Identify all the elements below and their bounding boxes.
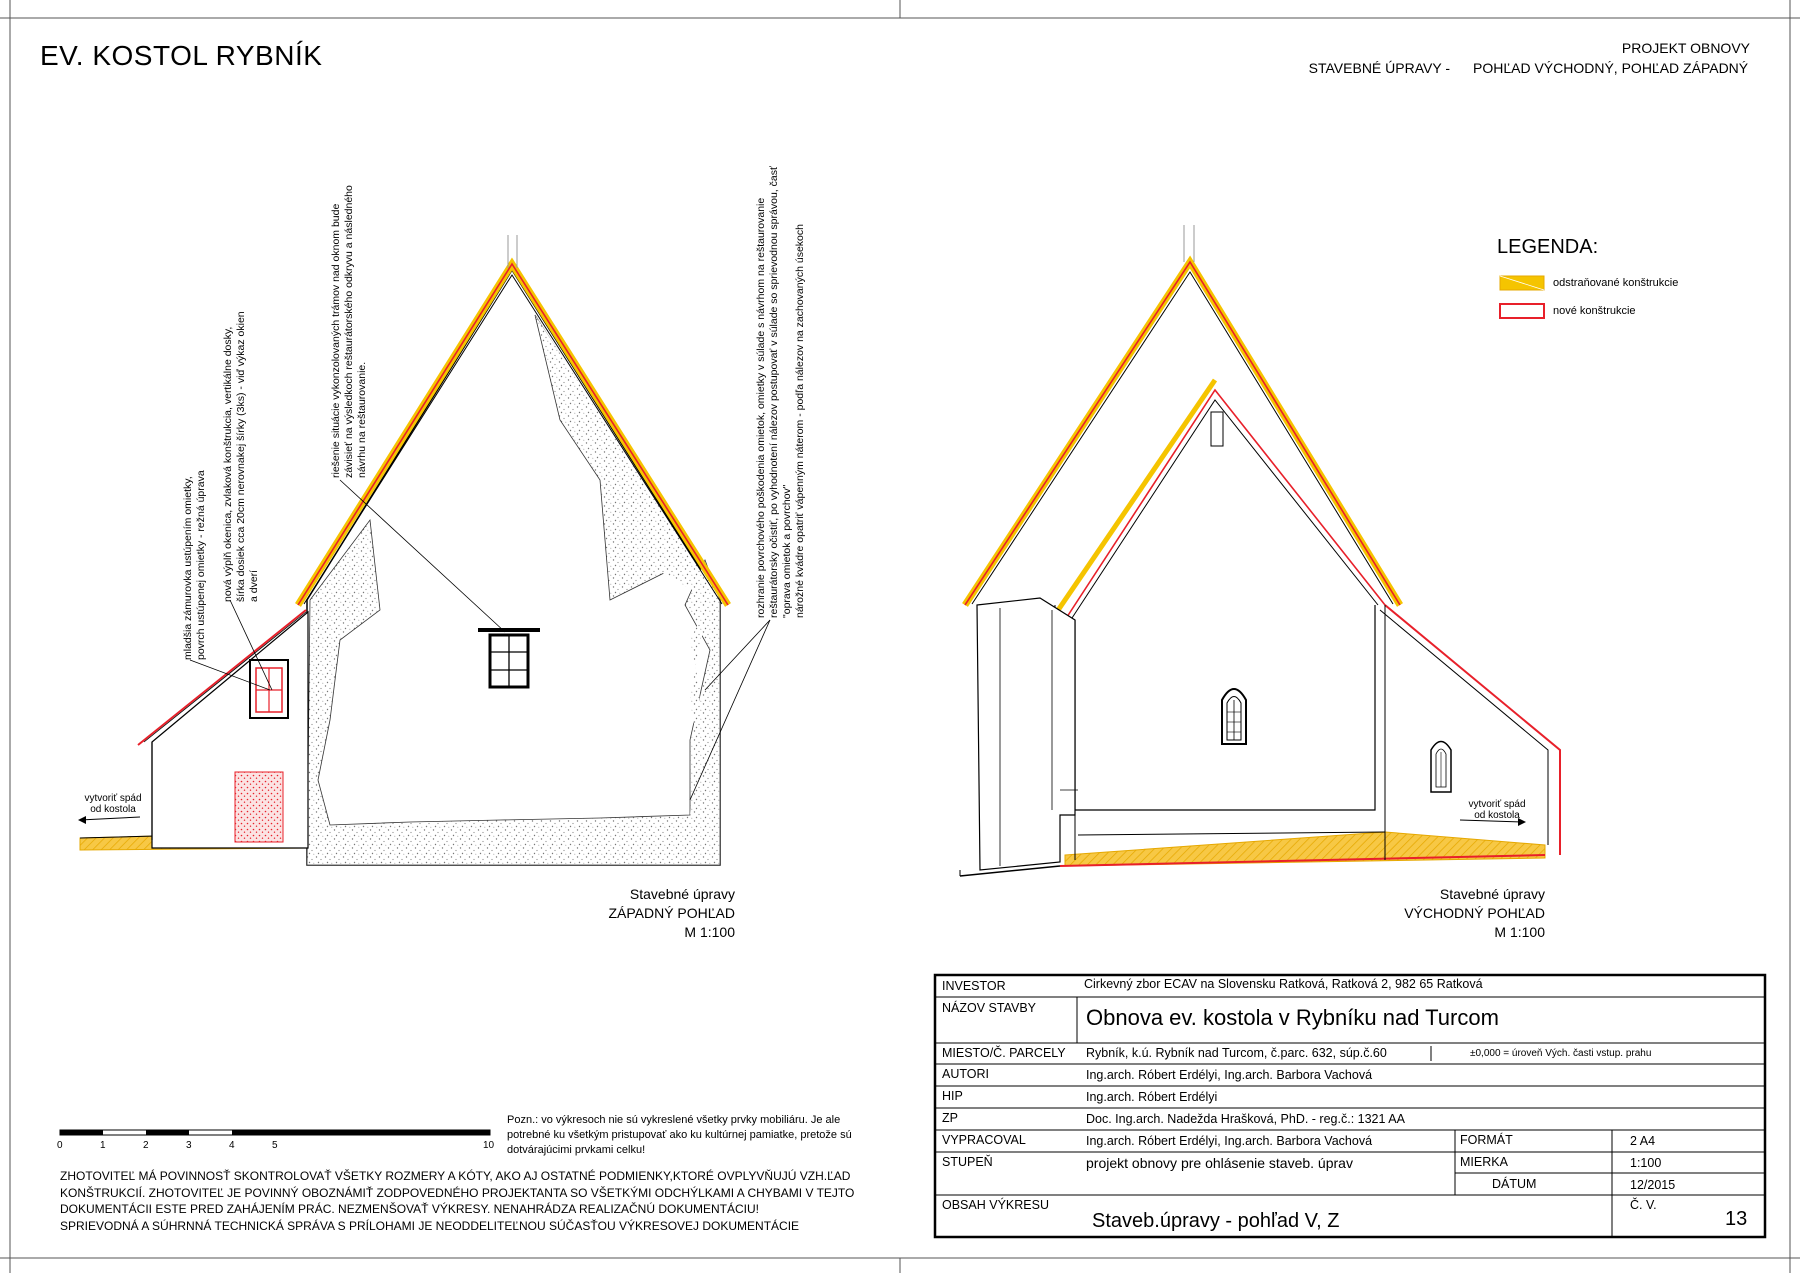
tb-scale: 1:100 bbox=[1630, 1156, 1662, 1170]
note-plaster: mladšia zámurovka ustúpením omietky, povrch ustúpenej omietky - režná úprava bbox=[182, 470, 207, 660]
page-title: EV. KOSTOL RYBNÍK bbox=[40, 40, 323, 71]
tb-content-label: OBSAH VÝKRESU bbox=[942, 1198, 1049, 1212]
tb-prepared-label: VYPRACOVAL bbox=[942, 1133, 1026, 1147]
tb-date-label: DÁTUM bbox=[1492, 1177, 1537, 1191]
tb-hip-label: HIP bbox=[942, 1089, 963, 1103]
west-annex bbox=[152, 612, 308, 848]
subtitle-a: STAVEBNÉ ÚPRAVY - bbox=[1308, 60, 1450, 76]
tb-stage: projekt obnovy pre ohlásenie staveb. úprav bbox=[1086, 1155, 1353, 1171]
tb-investor-label: INVESTOR bbox=[942, 979, 1006, 993]
east-elevation bbox=[960, 225, 1560, 876]
tb-name: Obnova ev. kostola v Rybníku nad Turcom bbox=[1086, 1005, 1499, 1030]
scale-tick-3: 3 bbox=[186, 1140, 192, 1151]
tb-format-label: FORMÁT bbox=[1460, 1133, 1513, 1147]
tb-level-note: ±0,000 = úroveň Vých. časti vstup. prahu bbox=[1470, 1048, 1652, 1059]
scale-tick-4: 4 bbox=[229, 1140, 235, 1151]
legend-swatches bbox=[1500, 276, 1544, 318]
scale-tick-5: 5 bbox=[272, 1140, 278, 1151]
tb-prepared: Ing.arch. Róbert Erdélyi, Ing.arch. Barbora Vachová bbox=[1086, 1134, 1373, 1148]
note-window: nová výplň okenica, zvlaková konštrukcia, vertikálne dosky, šírka dosiek cca 20cm nerovnakej šírky (3ks) - viď výkaz okien a dverí bbox=[222, 311, 260, 602]
east-view-label: Stavebné úpravy VÝCHODNÝ POHĽAD M 1:100 bbox=[1404, 886, 1545, 940]
legend-label-new: nové konštrukcie bbox=[1553, 305, 1636, 317]
legend-swatch-new bbox=[1500, 304, 1544, 318]
tb-investor: Cirkevný zbor ECAV na Slovensku Ratková, Ratková 2, 982 65 Ratková bbox=[1084, 977, 1483, 991]
note-boundary: rozhranie povrchového poškodenia omietok, omietky v súlade s návrhom na reštaurovanie reštaurátorsky očistiť, po vyhodnotení nálezov postupovať v súlade so sprievodnou správou, časť "oprava omietok a povrchov" nárožné kvádre opatriť vápenným náterom - podľa nálezov na zachovaných úsekoch bbox=[755, 166, 806, 618]
tb-content: Staveb.úpravy - pohľad V, Z bbox=[1092, 1210, 1340, 1232]
tb-authors-label: AUTORI bbox=[942, 1067, 989, 1081]
tb-format: 2 A4 bbox=[1630, 1134, 1656, 1148]
west-slope-arrow bbox=[80, 817, 140, 820]
tb-place: Rybník, k.ú. Rybník nad Turcom, č.parc. 632, súp.č.60 bbox=[1086, 1046, 1387, 1060]
tb-date: 12/2015 bbox=[1630, 1178, 1676, 1192]
legend-title: LEGENDA: bbox=[1497, 236, 1599, 258]
tb-name-label: NÁZOV STAVBY bbox=[942, 1001, 1037, 1015]
east-roof-new bbox=[965, 262, 1400, 605]
tb-scale-label: MIERKA bbox=[1460, 1155, 1508, 1169]
east-slope-note: vytvoriť spád od kostola bbox=[1468, 799, 1526, 821]
east-roof-removed bbox=[965, 262, 1400, 605]
legend-label-removed: odstraňované konštrukcie bbox=[1553, 277, 1679, 289]
scale-tick-1: 1 bbox=[100, 1140, 106, 1151]
tb-place-label: MIESTO/Č. PARCELY bbox=[942, 1046, 1066, 1060]
scale-bar bbox=[60, 1130, 490, 1135]
tb-number-label: Č. V. bbox=[1630, 1198, 1657, 1212]
scale-tick-2: 2 bbox=[143, 1140, 149, 1151]
west-annex-door bbox=[235, 772, 283, 842]
tb-hip: Ing.arch. Róbert Erdélyi bbox=[1086, 1090, 1218, 1104]
project-type: PROJEKT OBNOVY bbox=[1621, 40, 1750, 56]
west-view-label: Stavebné úpravy ZÁPADNÝ POHĽAD M 1:100 bbox=[608, 886, 735, 940]
subtitle-b: POHĽAD VÝCHODNÝ, POHĽAD ZÁPADNÝ bbox=[1473, 60, 1749, 76]
tb-number: 13 bbox=[1725, 1208, 1748, 1230]
east-buttress bbox=[977, 598, 1075, 870]
tb-zp: Doc. Ing.arch. Nadežda Hrašková, PhD. - reg.č.: 1321 AA bbox=[1086, 1112, 1405, 1126]
note-beams: riešenie situácie vykonzolovaných trámov nad oknom bude závisieť na výsledkoch reštaurátorského odkryvu a následného návrhu na reštaurovanie. bbox=[330, 185, 368, 478]
east-gable-vent bbox=[1211, 412, 1223, 446]
tb-zp-label: ZP bbox=[942, 1111, 958, 1125]
tb-stage-label: STUPEŇ bbox=[942, 1155, 993, 1169]
west-slope-note: vytvoriť spád od kostola bbox=[84, 793, 142, 815]
scale-tick-10: 10 bbox=[483, 1140, 495, 1151]
tb-authors: Ing.arch. Róbert Erdélyi, Ing.arch. Barbora Vachová bbox=[1086, 1068, 1373, 1082]
furniture-note: Pozn.: vo výkresoch nie sú vykreslené všetky prvky mobiliáru. Je ale potrebné ku všetkým pristupovať ako ku kultúrnej pamiatke, pretože sú dotvárajúcimi prvkami celku! bbox=[507, 1114, 852, 1156]
contractor-warning: ZHOTOVITEĽ MÁ POVINNOSŤ SKONTROLOVAŤ VŠETKY ROZMERY A KÓTY, AKO AJ OSTATNÉ PODMIENKY,KTORÉ OVPLYVŇUJÚ VZH.ĽAD KONŠTRUKCIÍ. ZHOTOVITEĽ JE POVINNÝ OBOZNÁMIŤ ZODPOVEDNÉHO PROJEKTANTA SO VŠETKÝMI ODCHÝLKAMI A CHYBAMI V TEJTO DOKUMENTÁCII ESTE PRED ZAHÁJENÍM PRÁC. NEZMENŠOVAŤ VÝKRESY. NENAHRÁDZA REALIZAČNÚ DOKUMENTÁCIU! SPRIEVODNÁ A SÚHRNNÁ TECHNICKÁ SPRÁVA S PRÍLOHAMI JE NEODDELITEĽNOU SÚČASŤOU VÝKRESOVEJ DOKUMENTÁCIE bbox=[60, 1169, 855, 1233]
scale-tick-0: 0 bbox=[57, 1140, 63, 1151]
